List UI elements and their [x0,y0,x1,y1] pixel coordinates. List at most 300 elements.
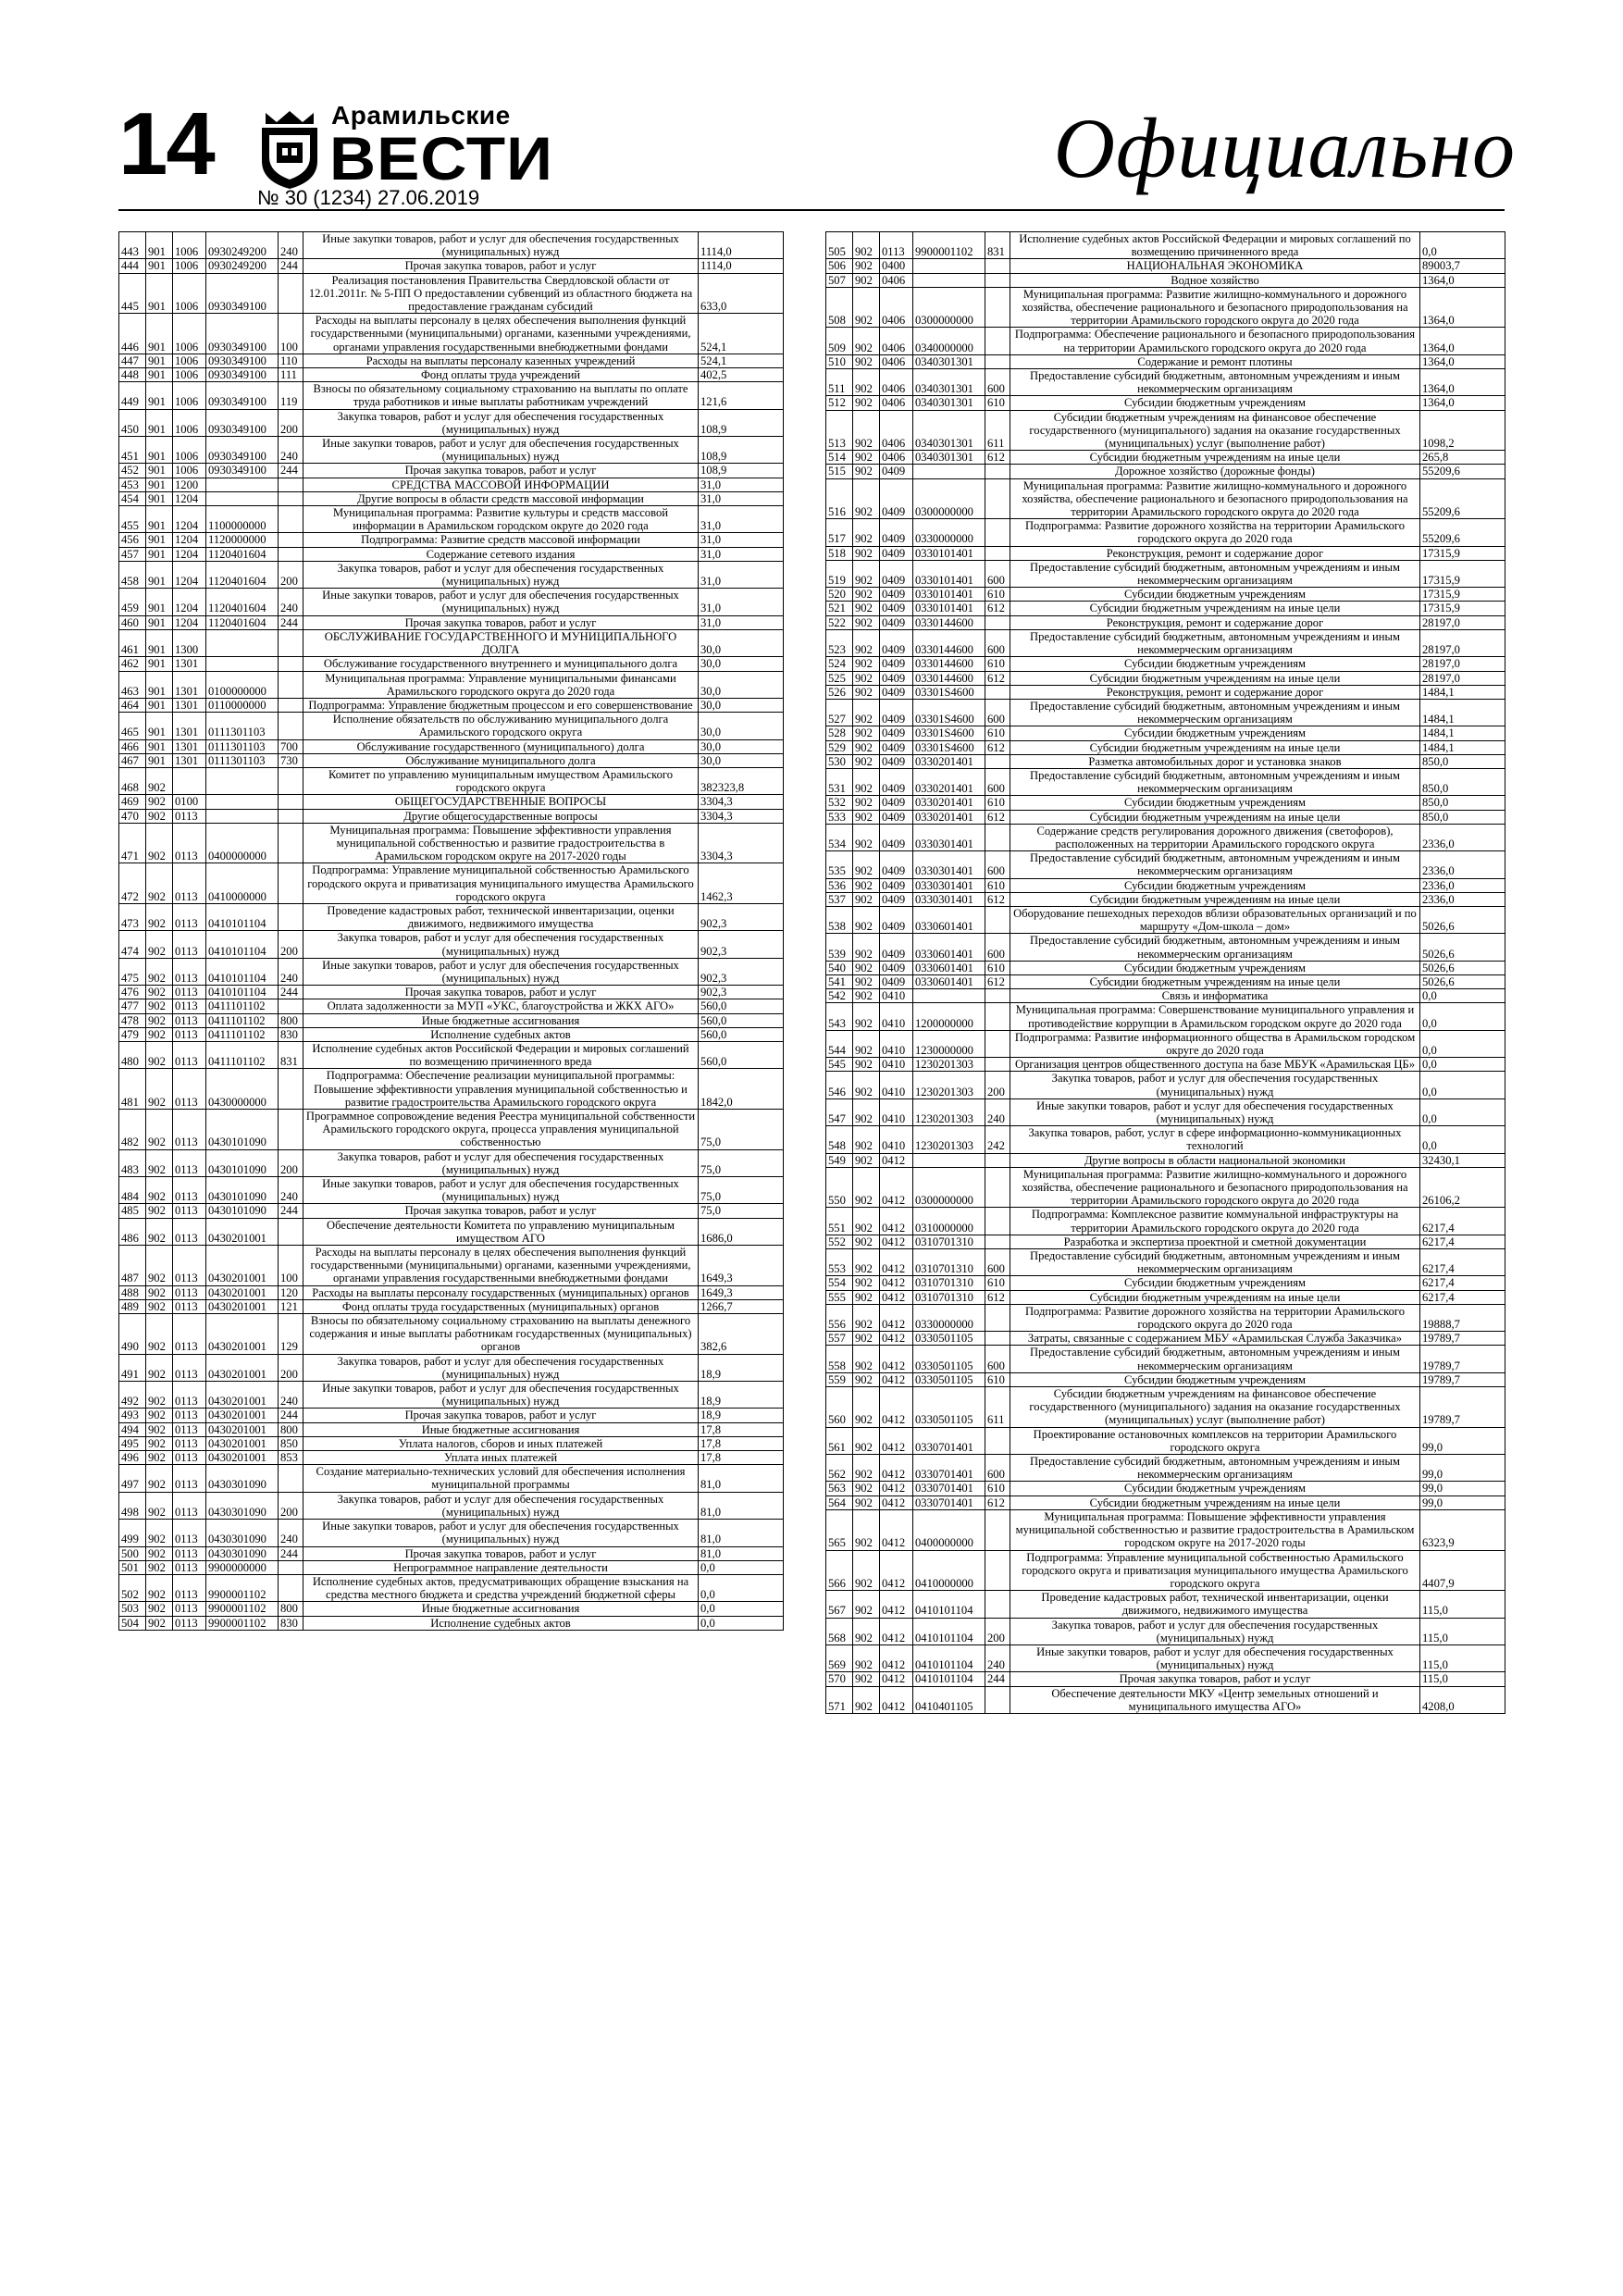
row-number-cell: 511 [826,369,853,396]
expense-type-cell [985,754,1010,768]
table-row [119,1616,784,1630]
row-number-cell: 532 [826,796,853,810]
description-cell: Расходы на выплаты персоналу казенных учреждений [304,354,699,367]
amount-cell: 0,0 [1420,232,1505,259]
row-number-cell: 487 [119,1246,146,1286]
row-number-cell: 553 [826,1249,853,1276]
row-number-cell: 486 [119,1218,146,1245]
description-cell: Субсидии бюджетным учреждениям на иные цели [1010,671,1420,685]
amount-cell: 560,0 [699,1027,784,1041]
section-code-cell: 0113 [173,999,206,1013]
target-article-cell: 0930349100 [206,409,279,436]
expense-type-cell [985,1686,1010,1713]
expense-type-cell [279,863,304,904]
admin-code-cell: 902 [853,1672,880,1686]
table-row [119,1177,784,1204]
amount-cell: 19888,7 [1420,1304,1505,1331]
section-code-cell: 0113 [173,931,206,958]
description-cell: Закупка товаров, работ и услуг для обеспечения государственных (муниципальных) нужд [1010,1618,1420,1644]
amount-cell: 99,0 [1420,1496,1505,1509]
table-row [826,1235,1505,1248]
admin-code-cell: 902 [853,602,880,615]
table-row [826,1098,1505,1125]
admin-code-cell: 902 [853,1591,880,1618]
expense-type-cell [985,1235,1010,1248]
description-cell: Предоставление субсидий бюджетным, автономным учреждениям и иным некоммерческим организациям [1010,629,1420,656]
amount-cell: 19789,7 [1420,1346,1505,1372]
expense-type-cell: 600 [985,699,1010,726]
target-article-cell: 0330601401 [913,974,985,988]
admin-code-cell: 902 [146,1465,173,1492]
admin-code-cell: 901 [146,259,173,273]
section-code-cell: 0409 [880,699,913,726]
admin-code-cell: 902 [853,1290,880,1304]
target-article-cell: 1120401604 [206,547,279,561]
admin-code-cell: 901 [146,314,173,354]
description-cell: Расходы на выплаты персоналу в целях обеспечения выполнения функций государственными (муниципальными) органами, казенными учреждениями, органами управления государственными внебюджетными фондами [304,1246,699,1286]
table-row [826,560,1505,587]
table-row [826,1686,1505,1713]
row-number-cell: 501 [119,1560,146,1574]
description-cell: Обслуживание государственного (муниципального) долга [304,739,699,753]
section-code-cell: 0113 [173,863,206,904]
expense-type-cell [985,1591,1010,1618]
target-article-cell: 0930249200 [206,232,279,259]
admin-code-cell: 901 [146,698,173,712]
expense-type-cell [985,1509,1010,1550]
section-code-cell: 0113 [173,1177,206,1204]
description-cell: Организация центров общественного доступа на базе МБУК «Арамильская ЦБ» [1010,1058,1420,1072]
section-code-cell: 1204 [173,615,206,629]
row-number-cell: 536 [826,878,853,892]
expense-type-cell: 610 [985,796,1010,810]
amount-cell: 0,0 [1420,989,1505,1003]
admin-code-cell: 901 [146,713,173,739]
target-article-cell [206,478,279,491]
expense-type-cell: 110 [279,354,304,367]
row-number-cell: 471 [119,823,146,863]
section-code-cell: 0412 [880,1509,913,1550]
section-code-cell: 0410 [880,1126,913,1153]
table-row [826,451,1505,465]
amount-cell: 108,9 [699,409,784,436]
table-row [826,1372,1505,1386]
description-cell: Муниципальная программа: Управление муниципальными финансами Арамильского городского округа до 2020 года [304,671,699,698]
section-code-cell: 1301 [173,698,206,712]
description-cell: Закупка товаров, работ, услуг в сфере информационно-коммуникационных технологий [1010,1126,1420,1153]
admin-code-cell: 902 [853,629,880,656]
table-row [119,823,784,863]
amount-cell: 0,0 [1420,1058,1505,1072]
amount-cell: 121,6 [699,382,784,409]
row-number-cell: 507 [826,273,853,287]
description-cell: Фонд оплаты труда государственных (муниципальных) органов [304,1299,699,1313]
target-article-cell: 0430101090 [206,1177,279,1204]
amount-cell: 1484,1 [1420,726,1505,740]
row-number-cell: 518 [826,546,853,560]
expense-type-cell [985,328,1010,354]
row-number-cell: 464 [119,698,146,712]
table-row [826,1509,1505,1550]
amount-cell: 108,9 [699,437,784,464]
admin-code-cell: 902 [146,986,173,999]
admin-code-cell: 902 [853,878,880,892]
table-row [826,396,1505,410]
row-number-cell: 509 [826,328,853,354]
section-code-cell: 1301 [173,739,206,753]
admin-code-cell: 902 [853,1072,880,1098]
section-code-cell: 0412 [880,1618,913,1644]
target-article-cell: 0410000000 [206,863,279,904]
section-code-cell: 1200 [173,478,206,491]
row-number-cell: 476 [119,986,146,999]
table-row [826,1072,1505,1098]
table-row [119,382,784,409]
target-article-cell: 0430101090 [206,1204,279,1218]
table-row [826,989,1505,1003]
table-row [826,410,1505,451]
table-row [119,464,784,478]
section-code-cell: 0113 [173,1013,206,1027]
description-cell: Взносы по обязательному социальному страхованию на выплаты денежного содержания и иные выплаты работникам государственных (муниципальных) органов [304,1314,699,1355]
amount-cell: 115,0 [1420,1672,1505,1686]
section-code-cell: 0113 [173,1041,206,1068]
amount-cell: 560,0 [699,1041,784,1068]
row-number-cell: 563 [826,1482,853,1496]
expense-type-cell [279,1560,304,1574]
admin-code-cell: 902 [853,1550,880,1591]
section-code-cell: 0113 [173,1285,206,1299]
table-row [826,740,1505,754]
section-code-cell: 0412 [880,1686,913,1713]
table-row [826,1167,1505,1208]
table-row [826,1276,1505,1290]
table-row [119,259,784,273]
admin-code-cell: 901 [146,491,173,505]
amount-cell: 17315,9 [1420,602,1505,615]
section-code-cell: 0113 [173,1246,206,1286]
description-cell: Оплата задолженности за МУП «УКС, благоустройства и ЖКХ АГО» [304,999,699,1013]
expense-type-cell [279,491,304,505]
expense-type-cell [985,287,1010,328]
header-rule [118,209,1505,211]
section-code-cell: 0412 [880,1550,913,1591]
expense-type-cell: 200 [279,1354,304,1381]
admin-code-cell: 902 [146,1041,173,1068]
table-row [119,1204,784,1218]
section-code-cell: 1204 [173,491,206,505]
row-number-cell: 495 [119,1436,146,1450]
target-article-cell: 0330101401 [913,602,985,615]
section-code-cell: 1006 [173,409,206,436]
amount-cell: 99,0 [1420,1482,1505,1496]
admin-code-cell: 902 [146,1299,173,1313]
table-row [119,1354,784,1381]
row-number-cell: 555 [826,1290,853,1304]
section-code-cell: 0410 [880,1030,913,1057]
target-article-cell: 0430201001 [206,1299,279,1313]
section-code-cell: 0409 [880,615,913,629]
section-code-cell: 0406 [880,354,913,368]
admin-code-cell: 901 [146,657,173,671]
brand-name-small: Арамильские [331,101,511,130]
admin-code-cell: 902 [853,1167,880,1208]
target-article-cell: 0330000000 [913,1304,985,1331]
target-article-cell: 03301S4600 [913,685,985,699]
expense-type-cell: 129 [279,1314,304,1355]
row-number-cell: 496 [119,1451,146,1465]
amount-cell: 1114,0 [699,232,784,259]
target-article-cell: 0330501105 [913,1332,985,1346]
amount-cell: 1364,0 [1420,287,1505,328]
table-row [826,287,1505,328]
admin-code-cell: 901 [146,437,173,464]
description-cell: Прочая закупка товаров, работ и услуг [304,986,699,999]
table-row [826,878,1505,892]
target-article-cell: 0340301301 [913,451,985,465]
section-code-cell: 0113 [173,1314,206,1355]
row-number-cell: 513 [826,410,853,451]
description-cell: Предоставление субсидий бюджетным, автономным учреждениям и иным некоммерческим организациям [1010,934,1420,961]
expense-type-cell [985,519,1010,546]
expense-type-cell: 600 [985,768,1010,795]
admin-code-cell: 901 [146,547,173,561]
expense-type-cell: 611 [985,410,1010,451]
amount-cell: 5026,6 [1420,934,1505,961]
table-row [119,657,784,671]
target-article-cell: 0330101401 [913,588,985,602]
expense-type-cell: 240 [279,437,304,464]
row-number-cell: 506 [826,259,853,273]
target-article-cell: 0330601401 [913,906,985,933]
table-row [826,1153,1505,1167]
description-cell: Оборудование пешеходных переходов вблизи образовательных организаций и по маршруту «Дом-школа – дом» [1010,906,1420,933]
admin-code-cell: 902 [146,795,173,809]
table-row [119,506,784,533]
target-article-cell [913,989,985,1003]
target-article-cell [206,491,279,505]
target-article-cell: 0410401105 [913,1686,985,1713]
amount-cell: 30,0 [699,629,784,656]
expense-type-cell [279,698,304,712]
description-cell: Содержание и ремонт плотины [1010,354,1420,368]
admin-code-cell: 902 [146,1409,173,1422]
description-cell: Закупка товаров, работ и услуг для обеспечения государственных (муниципальных) нужд [1010,1072,1420,1098]
expense-type-cell [985,615,1010,629]
amount-cell: 31,0 [699,547,784,561]
amount-cell: 6217,4 [1420,1276,1505,1290]
row-number-cell: 492 [119,1382,146,1409]
admin-code-cell: 902 [853,1427,880,1454]
table-row [826,478,1505,519]
table-row [826,1290,1505,1304]
expense-type-cell: 100 [279,314,304,354]
row-number-cell: 500 [119,1546,146,1560]
amount-cell: 28197,0 [1420,671,1505,685]
description-cell: Субсидии бюджетным учреждениям [1010,878,1420,892]
row-number-cell: 547 [826,1098,853,1125]
description-cell: Предоставление субсидий бюджетным, автономным учреждениям и иным некоммерческим организациям [1010,369,1420,396]
amount-cell: 6217,4 [1420,1290,1505,1304]
expense-type-cell: 610 [985,396,1010,410]
section-code-cell: 0409 [880,810,913,824]
admin-code-cell: 902 [853,328,880,354]
section-code-cell: 0412 [880,1427,913,1454]
row-number-cell: 446 [119,314,146,354]
admin-code-cell: 902 [853,1618,880,1644]
table-row [119,1149,784,1176]
description-cell: ОБСЛУЖИВАНИЕ ГОСУДАРСТВЕННОГО И МУНИЦИПАЛЬНОГО ДОЛГА [304,629,699,656]
amount-cell: 17315,9 [1420,546,1505,560]
amount-cell: 75,0 [699,1110,784,1150]
admin-code-cell: 902 [853,851,880,878]
target-article-cell: 0330501105 [913,1346,985,1372]
target-article-cell: 0330701401 [913,1427,985,1454]
expense-type-cell: 244 [279,615,304,629]
table-row [119,1218,784,1245]
table-row [826,602,1505,615]
table-row [119,1246,784,1286]
description-cell: Субсидии бюджетным учреждениям [1010,1482,1420,1496]
target-article-cell: 0430201001 [206,1218,279,1245]
target-article-cell: 03301S4600 [913,740,985,754]
description-cell: Обслуживание государственного внутреннего и муниципального долга [304,657,699,671]
description-cell: Муниципальная программа: Развитие культуры и средств массовой информации в Арамильском городском округе до 2020 года [304,506,699,533]
table-row [119,1465,784,1492]
description-cell: Иные закупки товаров, работ и услуг для обеспечения государственных (муниципальных) нужд [1010,1644,1420,1671]
row-number-cell: 455 [119,506,146,533]
target-article-cell: 0930349100 [206,382,279,409]
section-code-cell: 0113 [173,1299,206,1313]
expense-type-cell: 831 [279,1041,304,1068]
admin-code-cell: 902 [146,1602,173,1616]
description-cell: Связь и информатика [1010,989,1420,1003]
expense-type-cell: 242 [985,1126,1010,1153]
masthead [118,93,1525,209]
target-article-cell: 1120000000 [206,533,279,547]
description-cell: Другие общегосударственные вопросы [304,809,699,823]
amount-cell: 0,0 [699,1574,784,1601]
row-number-cell: 519 [826,560,853,587]
description-cell: Иные бюджетные ассигнования [304,1602,699,1616]
expense-type-cell: 610 [985,726,1010,740]
description-cell: Предоставление субсидий бюджетным, автономным учреждениям и иным некоммерческим организациям [1010,1249,1420,1276]
target-article-cell: 0340301301 [913,410,985,451]
row-number-cell: 451 [119,437,146,464]
expense-type-cell [985,1003,1010,1030]
description-cell: Разработка и экспертиза проектной и сметной документации [1010,1235,1420,1248]
table-row [119,437,784,464]
amount-cell: 28197,0 [1420,629,1505,656]
admin-code-cell: 902 [146,1149,173,1176]
row-number-cell: 482 [119,1110,146,1150]
row-number-cell: 525 [826,671,853,685]
amount-cell: 1364,0 [1420,273,1505,287]
section-code-cell: 0412 [880,1276,913,1290]
table-row [826,768,1505,795]
amount-cell: 3304,3 [699,809,784,823]
expense-type-cell: 240 [279,1520,304,1546]
target-article-cell: 0330501105 [913,1387,985,1428]
expense-type-cell: 244 [279,986,304,999]
target-article-cell: 0930349100 [206,273,279,314]
description-cell: Реализация постановления Правительства Свердловской области от 12.01.2011г. № 5-ПП О предоставлении субвенций из областного бюджета на предоставление гражданам субсидий [304,273,699,314]
expense-type-cell [279,999,304,1013]
table-row [826,1030,1505,1057]
amount-cell: 31,0 [699,615,784,629]
target-article-cell: 1120401604 [206,561,279,588]
expense-type-cell [985,1153,1010,1167]
row-number-cell: 493 [119,1409,146,1422]
target-article-cell: 0100000000 [206,671,279,698]
section-code-cell: 0412 [880,1346,913,1372]
admin-code-cell: 902 [146,1285,173,1299]
amount-cell: 17315,9 [1420,560,1505,587]
expense-type-cell: 610 [985,1372,1010,1386]
target-article-cell: 1230000000 [913,1030,985,1057]
description-cell: Подпрограмма: Развитие дорожного хозяйства на территории Арамильского городского округа до 2020 года [1010,1304,1420,1331]
admin-code-cell: 901 [146,273,173,314]
target-article-cell: 0411101102 [206,1013,279,1027]
amount-cell: 4407,9 [1420,1550,1505,1591]
amount-cell: 902,3 [699,931,784,958]
admin-code-cell: 901 [146,478,173,491]
admin-code-cell: 902 [853,232,880,259]
admin-code-cell: 902 [146,823,173,863]
expense-type-cell [985,1427,1010,1454]
description-cell: Другие вопросы в области национальной экономики [1010,1153,1420,1167]
table-row [119,1602,784,1616]
amount-cell: 4208,0 [1420,1686,1505,1713]
target-article-cell: 0410101104 [206,986,279,999]
expense-type-cell: 612 [985,740,1010,754]
amount-cell: 5026,6 [1420,961,1505,974]
expense-type-cell: 612 [985,810,1010,824]
admin-code-cell: 902 [853,1644,880,1671]
row-number-cell: 548 [826,1126,853,1153]
row-number-cell: 527 [826,699,853,726]
table-row [826,1672,1505,1686]
section-code-cell: 0409 [880,796,913,810]
target-article-cell: 0111301103 [206,753,279,767]
amount-cell: 2336,0 [1420,892,1505,906]
table-row [826,851,1505,878]
section-code-cell: 0113 [173,1218,206,1245]
admin-code-cell: 902 [853,546,880,560]
description-cell: Прочая закупка товаров, работ и услуг [304,259,699,273]
section-code-cell: 0412 [880,1372,913,1386]
amount-cell: 6217,4 [1420,1249,1505,1276]
admin-code-cell: 902 [146,1436,173,1450]
row-number-cell: 566 [826,1550,853,1591]
amount-cell: 26106,2 [1420,1167,1505,1208]
description-cell: Иные закупки товаров, работ и услуг для обеспечения государственных (муниципальных) нужд [1010,1098,1420,1125]
description-cell: Подпрограмма: Развитие дорожного хозяйства на территории Арамильского городского округа до 2020 года [1010,519,1420,546]
table-row [119,1285,784,1299]
amount-cell: 560,0 [699,999,784,1013]
row-number-cell: 477 [119,999,146,1013]
admin-code-cell: 902 [853,1686,880,1713]
row-number-cell: 497 [119,1465,146,1492]
expense-type-cell: 612 [985,1290,1010,1304]
section-code-cell: 0409 [880,934,913,961]
table-row [119,1013,784,1027]
section-code-cell: 0406 [880,396,913,410]
amount-cell: 633,0 [699,273,784,314]
row-number-cell: 462 [119,657,146,671]
description-cell: Предоставление субсидий бюджетным, автономным учреждениям и иным некоммерческим организациям [1010,851,1420,878]
admin-code-cell: 902 [146,958,173,985]
